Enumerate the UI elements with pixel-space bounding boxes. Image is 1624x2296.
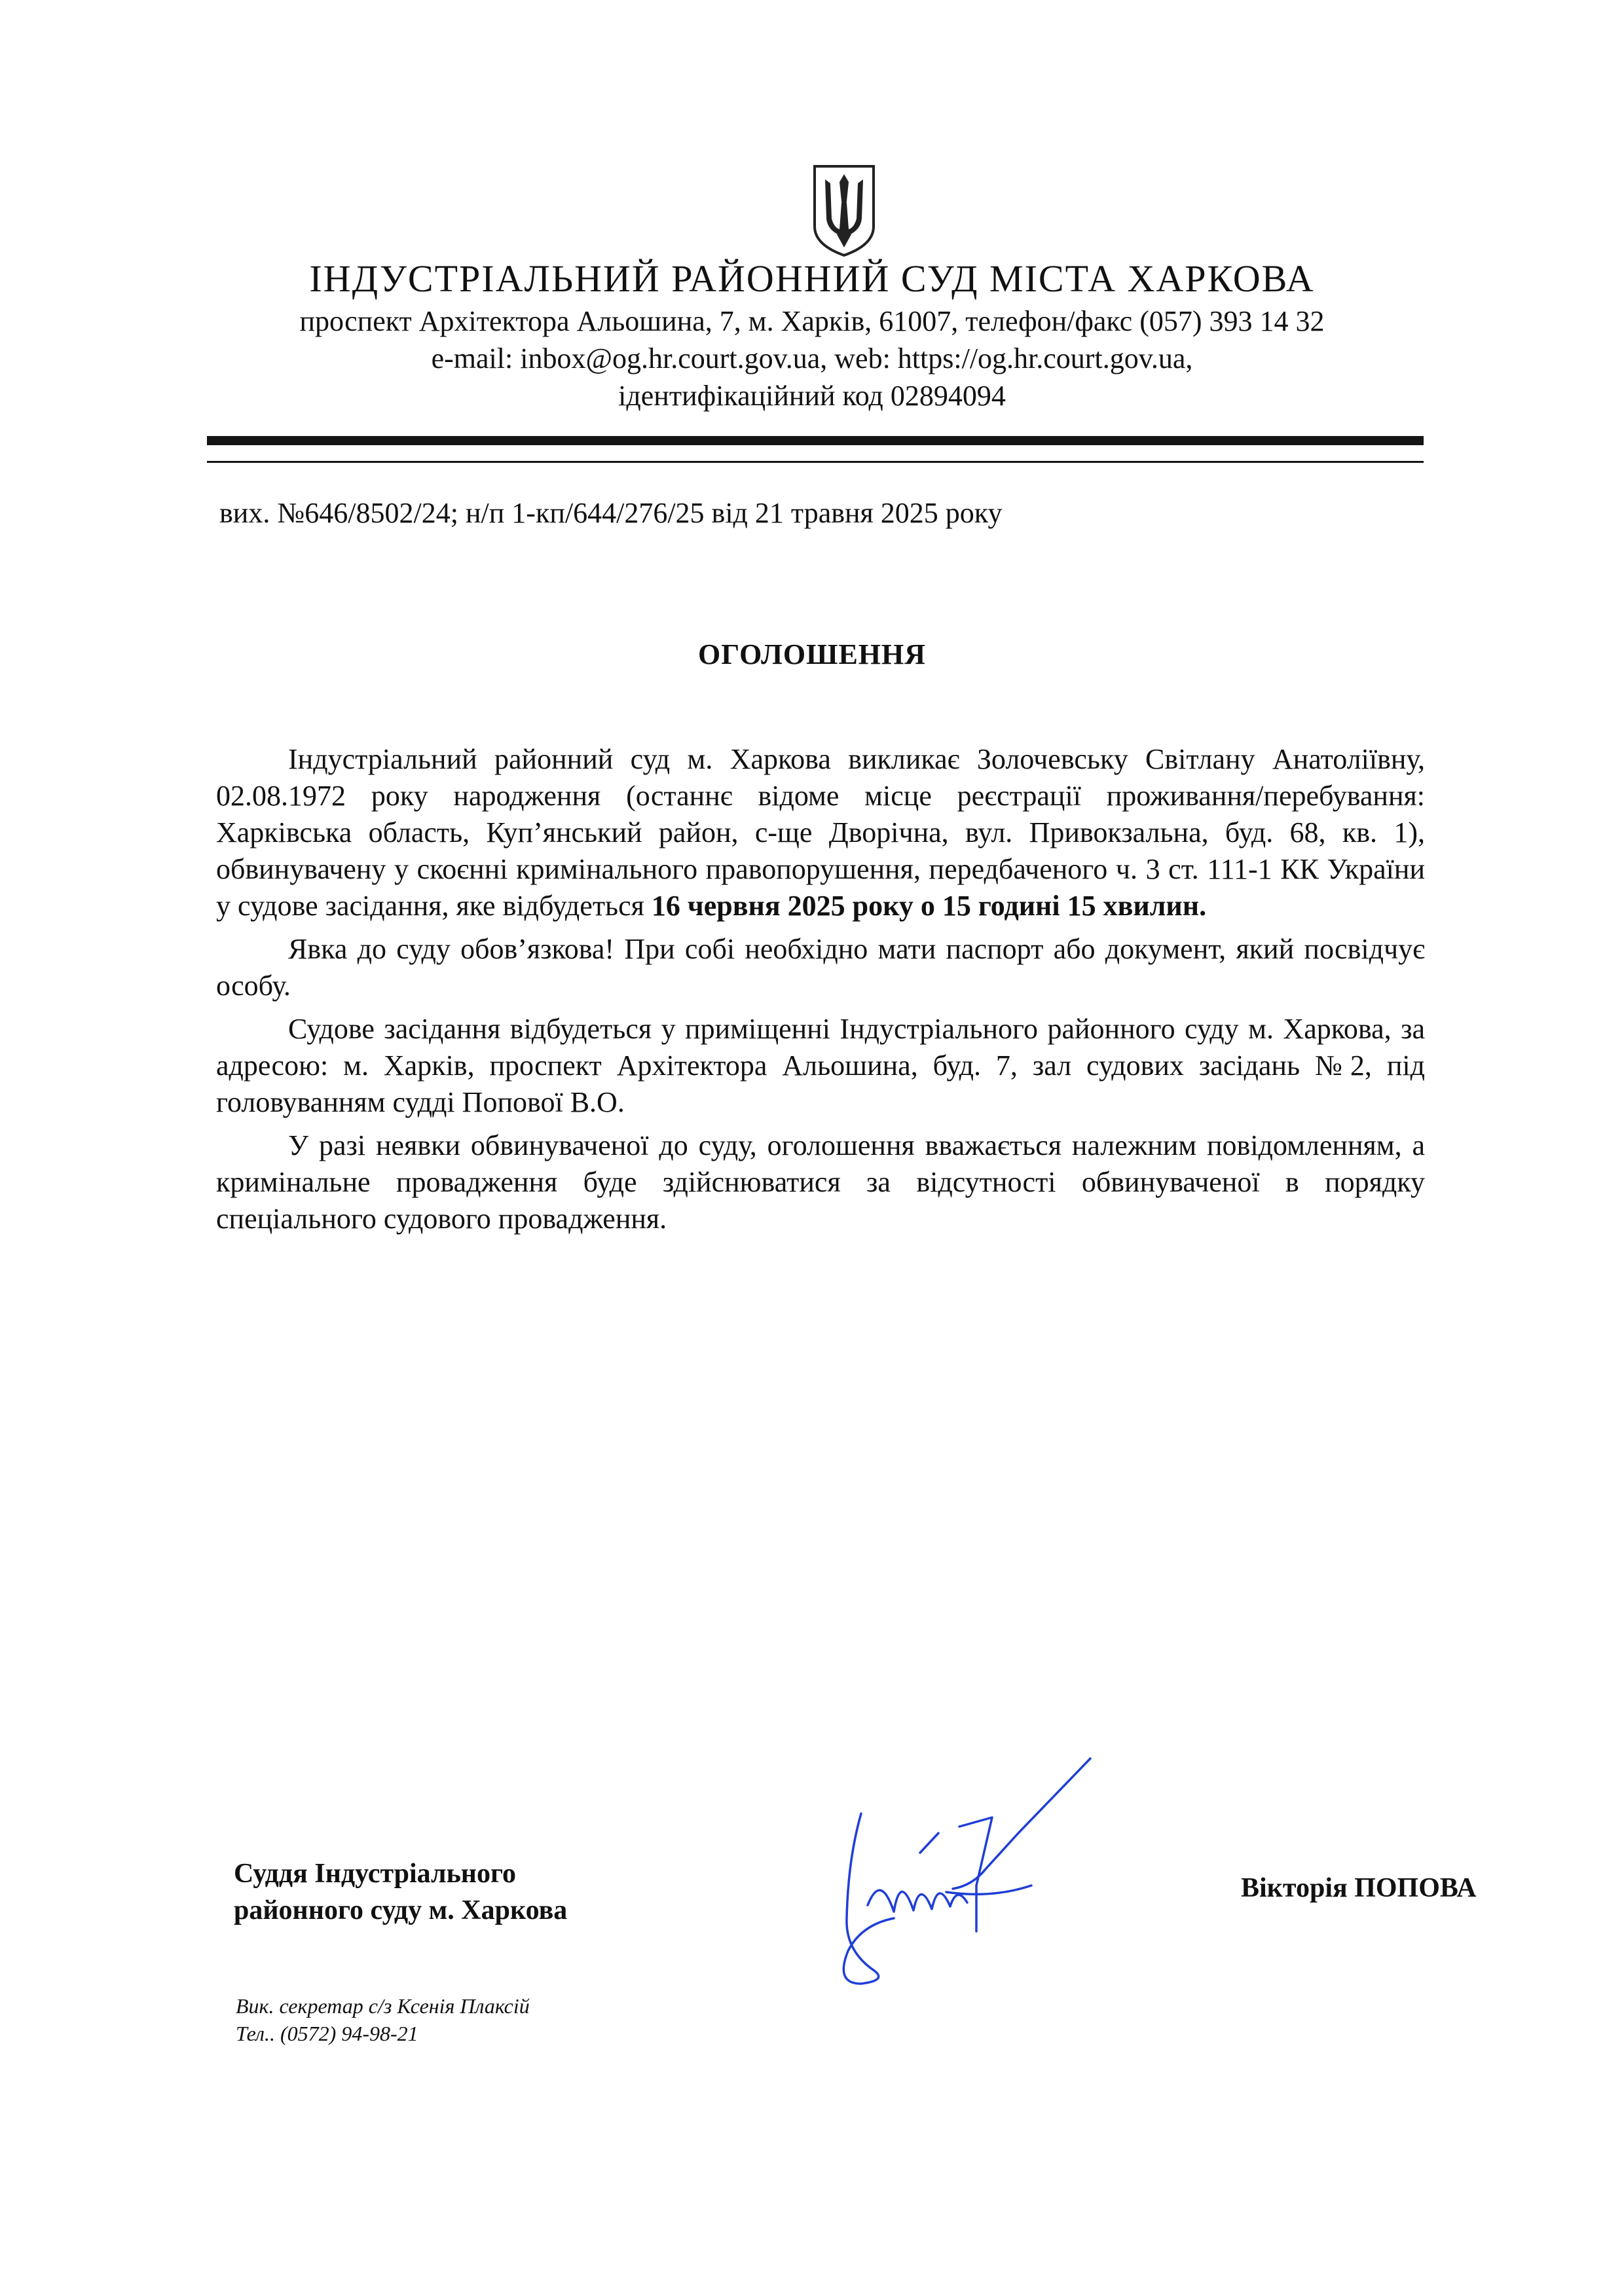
announcement-body [216,741,1425,1244]
handwritten-signature [822,1755,1097,2003]
paragraph-location: Судове засідання відбудеться у приміщенні Індустріального районного суду м. Харкова, за адресою: м. Харків, проспект Архітектора Альошина, буд. 7, зал судових засідань №2, під головуванням судді Попової В.О. [216,1013,1425,1118]
header-divider-thick [207,436,1424,445]
executor-secretary: Вик. секретар с/з Ксенія Плаксій [236,1994,530,2018]
judge-title [234,1855,567,1929]
court-address: проспект Архітектора Альошина, 7, м. Харків, 61007, телефон/факс (057) 393 14 32 [299,305,1325,337]
header-divider-thin [207,461,1424,463]
court-email-web: e-mail: inbox@og.hr.court.gov.ua, web: https://og.hr.court.gov.ua, [431,342,1193,374]
paragraph-consequences: У разі неявки обвинуваченої до суду, оголошення вважається належним повідомленням, а кримінальне провадження буде здійснюватися за відсутності обвинуваченої в порядку спеціального судового провадження. [216,1129,1425,1235]
executor-phone: Тел.. (0572) 94-98-21 [236,2022,418,2045]
court-id-code: ідентифікаційний код 02894094 [618,380,1006,412]
outgoing-reference: вих. №646/8502/24; н/п 1-кп/644/276/25 від 21 травня 2025 року [219,497,1003,529]
hearing-date: 16 червня 2025 року о 15 годині 15 хвилин. [651,890,1207,922]
court-name: ІНДУСТРІАЛЬНИЙ РАЙОННИЙ СУД МІСТА ХАРКОВА [309,257,1315,300]
executor-info [236,1992,530,2047]
trident-emblem-icon [811,164,877,258]
paragraph-summons [216,741,1425,924]
judge-title-line1: Суддя Індустріального [234,1859,517,1889]
judge-title-line2: районного суду м. Харкова [234,1895,568,1925]
paragraph-attendance: Явка до суду обов’язкова! При собі необхідно мати паспорт або документ, який посвідчує особу. [216,933,1425,1002]
summons-text: Індустріальний районний суд м. Харкова викликає Золочевську Світлану Анатоліївну, 02.08.1972 року народження (останнє відоме місце реєстрації проживання/перебування: Харківська область, Куп’янський район, с-ще Дворічна, вул. Привокзальна, буд. 68, кв. 1), обвинувачену у скоєнні кримінального правопорушення, передбаченого ч. 3 ст. 111-1 КК України у судове засідання, яке відбудеться [216,743,1425,922]
judge-name: Вікторія ПОПОВА [1241,1873,1477,1903]
document-title: ОГОЛОШЕННЯ [697,638,927,670]
court-contacts [196,302,1428,414]
